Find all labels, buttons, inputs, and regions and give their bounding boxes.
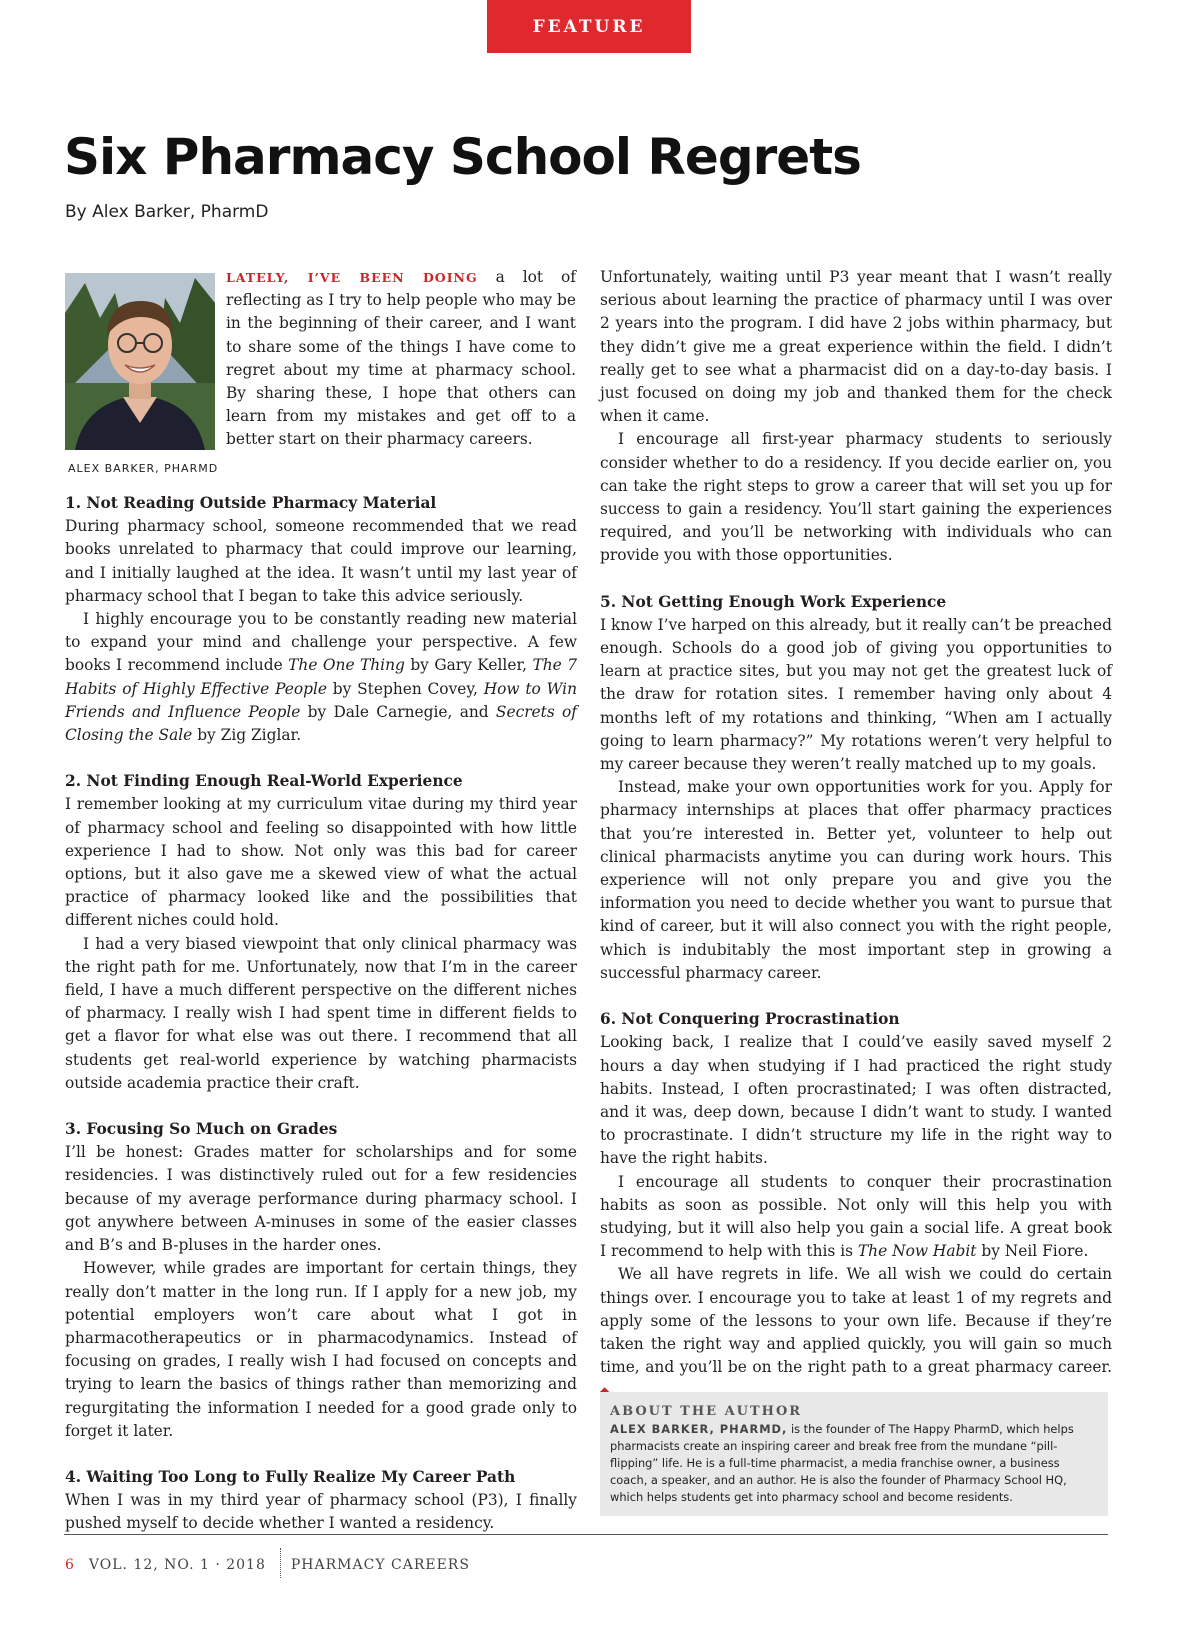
book-title: The 7 Habits of Highly Effective People [65, 656, 577, 698]
section-4-paragraph-1: When I was in my third year of pharmacy school (P3), I finally pushed myself to decide whether I wanted a residency. [65, 1491, 577, 1533]
section-tab: FEATURE [487, 0, 691, 53]
section-4-paragraph-2: Unfortunately, waiting until P3 year meant that I wasn’t really serious about learning the practice of pharmacy until I was over 2 years into the program. I did have 2 jobs within pharmacy, but they didn’t give me a great experience within the field. I didn’t really get to see what a pharmacist did on a day-to-day basis. I just focused on doing my job and thanked them for the check when it came. [600, 268, 1112, 426]
footer-divider [64, 1534, 1108, 1535]
page-number: 6 [65, 1557, 75, 1573]
section-3-paragraph-1: I’ll be honest: Grades matter for scholarships and for some residencies. I was distinctively ruled out for a few residencies because of my average performance during pharmacy school. I got anywhere between A-minuses in some of the easier classes and B’s and B-pluses in the harder ones. [65, 1143, 577, 1255]
section-6-heading: 6. Not Conquering Procrastination [600, 1010, 900, 1029]
book-title: Secrets of Closing the Sale [65, 702, 577, 745]
section-2-heading: 2. Not Finding Enough Real-World Experience [65, 772, 463, 791]
page-footer [65, 1550, 470, 1580]
intro-text: a lot of reflecting as I try to help people who may be in the beginning of their career, and I want to share some of the things I have come to regret about my time at pharmacy school. By sharing these, I hope that others can learn from my mistakes and get off to a better start on their pharmacy careers. [226, 268, 576, 449]
section-1-paragraph-1: During pharmacy school, someone recommended that we read books unrelated to pharmacy that could improve our learning, and I initially laughed at the idea. It wasn’t until my last year of pharmacy school that I began to take this advice seriously. [65, 517, 577, 605]
photo-caption: ALEX BARKER, PHARMD [68, 462, 219, 475]
section-6-paragraph-1: Looking back, I realize that I could’ve easily saved myself 2 hours a day when studying if I had practiced the right study habits. Instead, I often procrastinated; I was often distracted, and it was, deep down, because I didn’t want to study. I wanted to procrastinate. I didn’t structure my life in the right way to have the right habits. [600, 1033, 1112, 1168]
about-text: ALEX BARKER, PHARMD, is the founder of The Happy PharmD, which helps pharmacists create an inspiring career and break free from the mundane “pill-flipping” life. He is a full-time pharmacist, a media franchise owner, a business coach, a speaker, and an author. He is also the founder of Pharmacy School HQ, which helps students get into pharmacy school and become residents. [610, 1422, 1074, 1504]
section-5-paragraph-1: I know I’ve harped on this already, but it really can’t be preached enough. Schools do a good job of giving you opportunities to learn at practice sites, but you may not get the greatest luck of the draw for rotation sites. I remember having only about 4 months left of my rotations and thinking, “When am I actually going to learn pharmacy?” My rotations weren’t very helpful to my career because they weren’t really matched up to my goals. [600, 615, 1112, 774]
section-6-paragraph-3: We all have regrets in life. We all wish we could do certain things over. I encourage you to take at least 1 of my regrets and apply some of the lessons to your own life. Because if they’re taken the right way and applied quickly, you will gain so much time, and you’ll be on the right path to a great pharmacy career. [600, 1263, 1112, 1403]
section-1-paragraph-2: I highly encourage you to be constantly reading new material to expand your mind and challenge your perspective. A few books I recommend include The One Thing by Gary Keller, The 7 Habits of Highly Effective People by Stephen Covey, How to Win Friends and Influence People by Dale Carnegie, and Secrets of Closing the Sale by Zig Ziglar. [65, 610, 577, 745]
section-5-heading: 5. Not Getting Enough Work Experience [600, 592, 947, 611]
book-title: The One Thing [288, 656, 405, 675]
right-column [600, 266, 1112, 1404]
byline: By Alex Barker, PharmD [65, 202, 269, 222]
section-1-heading: 1. Not Reading Outside Pharmacy Material [65, 494, 437, 512]
author-photo [65, 273, 215, 450]
author-portrait-icon [65, 273, 215, 450]
book-title: How to Win Friends and Influence People [65, 679, 577, 721]
left-column [65, 492, 577, 1536]
about-the-author-box [600, 1392, 1108, 1516]
intro-paragraph [226, 266, 576, 452]
article-title: Six Pharmacy School Regrets [64, 128, 861, 186]
section-5-paragraph-2: Instead, make your own opportunities work for you. Apply for pharmacy internships at places that offer pharmacy practices that you’re interested in. Better yet, volunteer to help out clinical pharmacists anytime you can during work hours. This experience will not only prepare you and give you the information you need to decide whether you want to pursue that kind of career, but it will also connect you with the right people, which is indubitably the most important step in growing a successful pharmacy career. [600, 778, 1112, 982]
intro-lead-in: LATELY, I’VE BEEN DOING [226, 270, 478, 285]
section-4-heading: 4. Waiting Too Long to Fully Realize My Career Path [65, 1467, 516, 1486]
section-3-heading: 3. Focusing So Much on Grades [65, 1120, 338, 1139]
issue-info: VOL. 12, NO. 1 · 2018 [88, 1557, 266, 1573]
section-4-paragraph-3: I encourage all first-year pharmacy students to seriously consider whether to do a residency. If you decide earlier on, you can take the right steps to grow a career that will set you up for success to gain a residency. You’ll start gaining the experiences required, and you’ll be networking with individuals who can provide you with those opportunities. [600, 430, 1112, 565]
section-2-paragraph-1: I remember looking at my curriculum vitae during my third year of pharmacy school and feeling so disappointed with how little experience I had to show. Not only was this bad for career options, but it also gave me a skewed view of what the actual practice of pharmacy looked like and the possibilities that different niches could hold. [65, 795, 577, 930]
book-title: The Now Habit [857, 1242, 977, 1261]
section-2-paragraph-2: I had a very biased viewpoint that only clinical pharmacy was the right path for me. Unfortunately, now that I’m in the career field, I have a much different perspective on the different niches of pharmacy. I really wish I had spent time in different fields to get a flavor for what else was out there. I recommend that all students get real-world experience by watching pharmacists outside academia practice their craft. [65, 934, 577, 1092]
section-3-paragraph-2: However, while grades are important for certain things, they really don’t matter in the long run. If I apply for a new job, my potential employers won’t care about what I got in pharmacotherapeutics or in pharmacodynamics. Instead of focusing on grades, I really wish I had focused on concepts and trying to learn the basics of things rather than memorizing and regurgitating the information I needed for a good grade only to forget it later. [65, 1259, 577, 1440]
about-author-name: ALEX BARKER, PHARMD, [610, 1422, 788, 1436]
publication-name: PHARMACY CAREERS [290, 1557, 470, 1573]
footer-separator [280, 1548, 281, 1578]
section-6-paragraph-2: I encourage all students to conquer their procrastination habits as soon as possible. Not only will this help you with studying, but it will also help you gain a social life. A great book I recommend to help with this is The Now Habit by Neil Fiore. [600, 1172, 1112, 1261]
about-heading: ABOUT THE AUTHOR [610, 1404, 803, 1419]
